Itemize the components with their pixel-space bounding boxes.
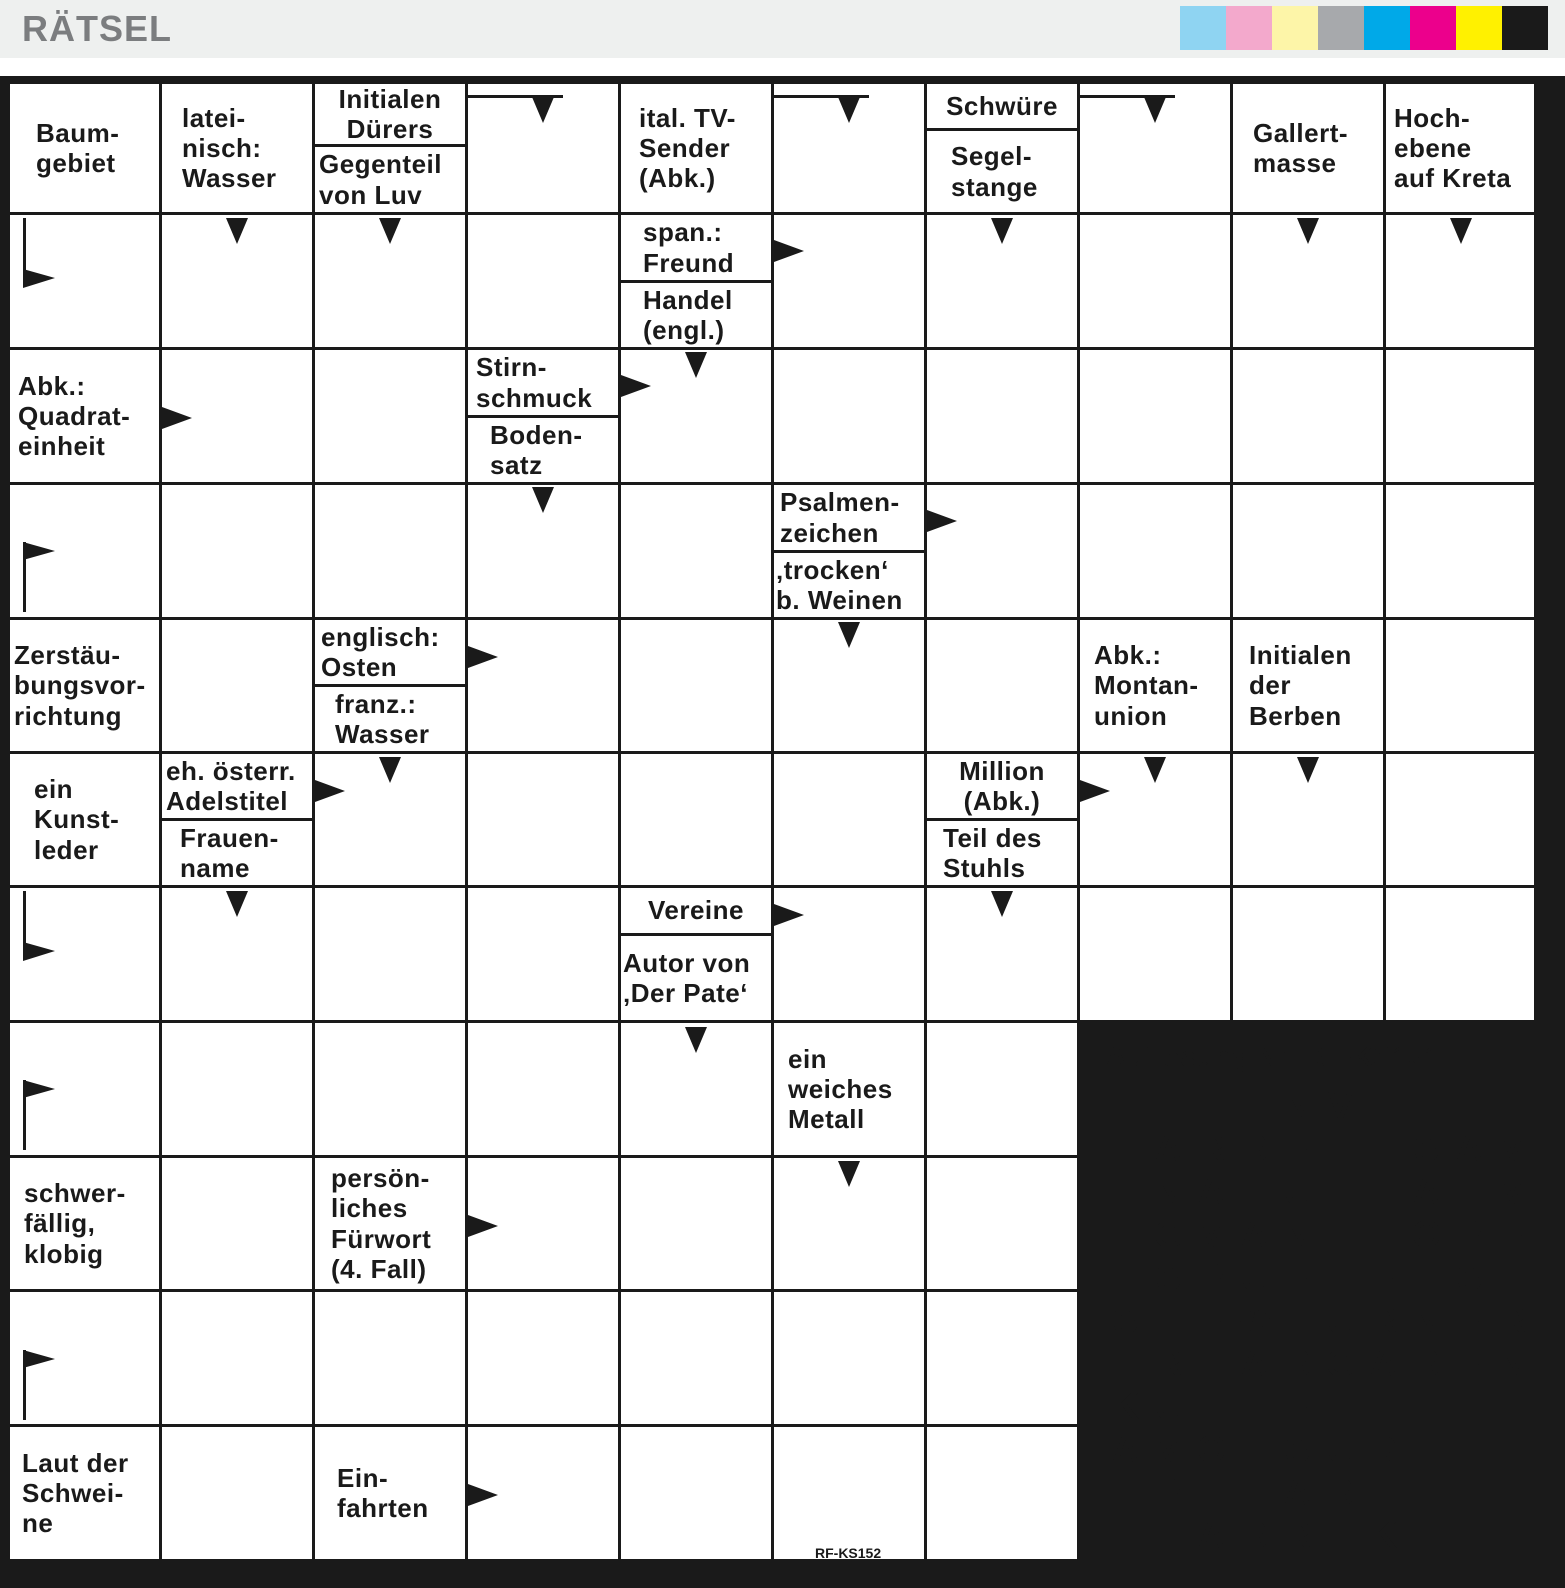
grid-cell[interactable]	[927, 620, 1077, 751]
solution-letter: S	[1112, 1300, 1139, 1342]
solution-block	[1405, 1257, 1448, 1300]
clue-stuhl: Teil des Stuhls	[927, 821, 1077, 885]
solution-letter: T	[1328, 1171, 1353, 1213]
grid-cell[interactable]	[621, 1427, 771, 1559]
solution-block	[1233, 1429, 1276, 1472]
solution-letter: M	[1496, 1128, 1529, 1170]
grid-cell[interactable]	[162, 620, 312, 751]
grid-cell[interactable]	[315, 1023, 465, 1155]
solution-letter: M	[1496, 1171, 1529, 1213]
grid-cell[interactable]	[1386, 754, 1534, 885]
clue-arrow-icon	[1080, 780, 1110, 802]
grid-cell[interactable]	[927, 350, 1077, 482]
solution-row	[1104, 1515, 1534, 1558]
solution-row	[1104, 1343, 1534, 1386]
grid-cell[interactable]	[621, 485, 771, 617]
clue-arrow-icon	[21, 218, 55, 288]
clue-schwerfaellig: schwer- fällig, klobig	[10, 1158, 159, 1289]
solution-letter: A	[1197, 1515, 1226, 1557]
grid-cell[interactable]	[162, 1292, 312, 1424]
clue-arrow-icon	[990, 218, 1014, 244]
grid-cell[interactable]	[774, 1427, 924, 1559]
solution-letter: A	[1154, 1128, 1183, 1170]
grid-cell[interactable]	[774, 1292, 924, 1424]
solution-block	[1104, 1472, 1147, 1515]
solution-letter: D	[1369, 1429, 1398, 1471]
grid-cell[interactable]	[1386, 620, 1534, 751]
solution-letter: N	[1283, 1214, 1312, 1256]
clue-arrow-icon	[684, 1027, 708, 1053]
clue-arrow-icon	[378, 218, 402, 244]
solution-letter: N	[1283, 1085, 1312, 1127]
clue-englisch-osten: englisch: Osten	[315, 620, 465, 684]
solution-letter: H	[1197, 1386, 1226, 1428]
solution-letter: T	[1156, 1300, 1181, 1342]
grid-cell[interactable]	[162, 485, 312, 617]
solution-letter: U	[1326, 1300, 1355, 1342]
clue-einfahrten: Ein- fahrten	[315, 1427, 465, 1559]
solution-block	[1276, 1300, 1319, 1343]
solution-letter: U	[1283, 1171, 1312, 1213]
grid-cell[interactable]	[927, 1158, 1077, 1289]
solution-letter: U	[1154, 1386, 1183, 1428]
grid-cell[interactable]	[315, 888, 465, 1020]
clue-arrow-icon	[225, 218, 249, 244]
solution-letter: M	[1152, 1429, 1185, 1471]
solution-letter: E	[1499, 1214, 1526, 1256]
clue-arrow-icon	[162, 407, 192, 429]
grid-cell[interactable]	[1233, 888, 1383, 1020]
solution-letter: G	[1325, 1343, 1356, 1385]
solution-letter: S	[1456, 1257, 1483, 1299]
solution-block	[1104, 1128, 1147, 1171]
grid-cell[interactable]	[774, 754, 924, 885]
solution-block	[1104, 1343, 1147, 1386]
solution-letter: K	[1369, 1515, 1398, 1557]
solution-block	[1233, 1472, 1276, 1515]
grid-cell[interactable]	[315, 350, 465, 482]
grid-cell[interactable]	[468, 1292, 618, 1424]
solution-letter: I	[1378, 1472, 1389, 1514]
grid-cell[interactable]	[621, 754, 771, 885]
clue-franz-wasser: franz.: Wasser	[315, 687, 465, 751]
grid-cell[interactable]	[468, 620, 618, 751]
color-swatch-4	[1318, 6, 1364, 50]
clue-lateinisch-wasser: latei- nisch: Wasser	[162, 84, 312, 212]
grid-cell[interactable]	[468, 215, 618, 347]
clue-arrow-icon	[990, 891, 1014, 917]
clue-stirnschmuck: Stirn- schmuck	[468, 350, 618, 415]
grid-cell[interactable]	[1080, 888, 1230, 1020]
clue-berben: Initialen der Berben	[1233, 620, 1383, 751]
clue-arrow-icon	[927, 510, 957, 532]
clue-arrow-icon	[1080, 95, 1175, 125]
clue-kunstleder: ein Kunst- leder	[10, 754, 159, 885]
solution-letter: G	[1153, 1214, 1184, 1256]
clue-baumgebiet: Baum- gebiet	[10, 84, 159, 212]
clue-adelstitel: eh. österr. Adelstitel	[162, 754, 312, 818]
solution-letter: M	[1195, 1214, 1228, 1256]
solution-letter: A	[1240, 1343, 1269, 1385]
grid-cell[interactable]	[162, 1158, 312, 1289]
puzzle-code: RF-KS152	[815, 1545, 882, 1561]
clue-span-freund: span.: Freund	[621, 215, 771, 280]
grid-cell[interactable]	[468, 754, 618, 885]
solution-letter: H	[1369, 1214, 1398, 1256]
solution-letter: I	[1335, 1128, 1346, 1170]
clue-arrow-icon	[468, 1484, 498, 1506]
clue-fuerwort: persön- liches Fürwort (4. Fall)	[315, 1158, 465, 1289]
clue-abk-quadrat: Abk.: Quadrat- einheit	[10, 350, 159, 482]
solution-row	[1104, 1128, 1534, 1171]
clue-arrow-icon	[21, 542, 55, 612]
solution-letter: R	[1369, 1300, 1398, 1342]
solution-letter: U	[1240, 1257, 1269, 1299]
solution-title: Auflösung Nr. RF-KS151	[1106, 1041, 1441, 1072]
solution-letter: B	[1283, 1343, 1312, 1385]
solution-letter: V	[1327, 1085, 1354, 1127]
solution-letter: E	[1284, 1128, 1311, 1170]
solution-block	[1448, 1085, 1491, 1128]
clue-vereine: Vereine	[621, 888, 771, 933]
solution-block	[1405, 1085, 1448, 1128]
clue-hochebene: Hoch- ebene auf Kreta	[1386, 84, 1534, 212]
solution-letter: T	[1371, 1128, 1396, 1170]
grid-cell[interactable]	[1233, 350, 1383, 482]
solution-letter: A	[1197, 1171, 1226, 1213]
solution-row	[1104, 1085, 1534, 1128]
solution-block	[1104, 1257, 1147, 1300]
clue-arrow-icon	[531, 487, 555, 513]
solution-letter: P	[1198, 1257, 1225, 1299]
solution-letter: L	[1371, 1386, 1396, 1428]
solution-letter: L	[1242, 1386, 1267, 1428]
solution-block	[1190, 1085, 1233, 1128]
grid-cell[interactable]	[1386, 888, 1534, 1020]
solution-letter: I	[1507, 1085, 1518, 1127]
solution-block	[1190, 1343, 1233, 1386]
grid-cell[interactable]	[1080, 485, 1230, 617]
clue-handel-engl: Handel (engl.)	[621, 283, 771, 347]
solution-letter: S	[1413, 1128, 1440, 1170]
solution-grid	[1104, 1085, 1534, 1558]
solution-letter: B	[1326, 1472, 1355, 1514]
grid-cell[interactable]	[162, 1427, 312, 1559]
grid-cell[interactable]	[927, 1427, 1077, 1559]
color-calibration-bar	[1180, 6, 1548, 50]
clue-arrow-icon	[315, 780, 345, 802]
color-swatch-6	[1410, 6, 1456, 50]
solution-letter: E	[1456, 1343, 1483, 1385]
grid-cell[interactable]	[468, 888, 618, 1020]
clue-segelstange: Segel- stange	[927, 131, 1077, 212]
clue-arrow-icon	[378, 757, 402, 783]
solution-letter: A	[1369, 1343, 1398, 1385]
clue-frauenname: Frauen- name	[162, 821, 312, 885]
clue-arrow-icon	[837, 1161, 861, 1187]
solution-row	[1104, 1429, 1534, 1472]
solution-block	[1362, 1085, 1405, 1128]
clue-initialen-duerers: Initialen Dürers	[315, 84, 465, 144]
clue-million: Million (Abk.)	[927, 754, 1077, 818]
solution-letter: L	[1199, 1472, 1224, 1514]
clue-zerstaeubung: Zerstäu- bungsvor- richtung	[10, 620, 159, 751]
solution-block	[1104, 1515, 1147, 1558]
solution-row	[1104, 1472, 1534, 1515]
clue-arrow-icon	[1449, 218, 1473, 244]
grid-cell[interactable]	[1386, 485, 1534, 617]
grid-cell[interactable]	[315, 1292, 465, 1424]
clue-weiches-metall: ein weiches Metall	[774, 1023, 924, 1155]
clue-arrow-icon	[837, 622, 861, 648]
grid-cell[interactable]	[1386, 350, 1534, 482]
clue-arrow-icon	[774, 904, 804, 926]
page-title: RÄTSEL	[22, 8, 172, 49]
grid-cell[interactable]	[1233, 485, 1383, 617]
grid-cell[interactable]	[927, 1292, 1077, 1424]
color-swatch-1	[1180, 6, 1226, 50]
clue-arrow-icon	[684, 352, 708, 378]
grid-cell[interactable]	[315, 485, 465, 617]
solution-letter: A	[1283, 1472, 1312, 1514]
solution-letter: S	[1284, 1429, 1311, 1471]
solution-letter: R	[1154, 1343, 1183, 1385]
solution-letter: U	[1326, 1429, 1355, 1471]
grid-cell[interactable]	[774, 215, 924, 347]
clue-arrow-icon	[468, 1215, 498, 1237]
clue-arrow-icon	[1296, 757, 1320, 783]
solution-letter: S	[1155, 1257, 1182, 1299]
clue-autor-pate: Autor von ‚Der Pate‘	[621, 936, 771, 1020]
grid-cell[interactable]	[1080, 350, 1230, 482]
clue-trocken: ‚trocken‘ b. Weinen	[774, 553, 924, 617]
solution-letter: I	[1335, 1515, 1346, 1557]
solution-row	[1104, 1214, 1534, 1257]
clue-schwuere: Schwüre	[927, 84, 1077, 128]
solution-row	[1104, 1171, 1534, 1214]
color-swatch-8	[1502, 6, 1548, 50]
solution-letter: L	[1156, 1085, 1181, 1127]
solution-block	[1362, 1171, 1405, 1214]
solution-letter: N	[1412, 1300, 1441, 1342]
clue-arrow-icon	[225, 891, 249, 917]
solution-letter: E	[1284, 1386, 1311, 1428]
solution-letter: P	[1456, 1214, 1483, 1256]
color-swatch-2	[1226, 6, 1272, 50]
solution-letter: R	[1197, 1128, 1226, 1170]
grid-cell[interactable]	[927, 485, 1077, 617]
grid-cell[interactable]	[774, 350, 924, 482]
grid-cell[interactable]	[162, 1023, 312, 1155]
grid-cell[interactable]	[621, 620, 771, 751]
solution-letter: E	[1198, 1300, 1225, 1342]
solution-block	[1491, 1257, 1534, 1300]
clue-arrow-icon	[621, 375, 651, 397]
page-header	[0, 0, 1565, 58]
solution-letter: N	[1154, 1171, 1183, 1213]
grid-cell[interactable]	[1080, 215, 1230, 347]
solution-letter: B	[1412, 1343, 1441, 1385]
solution-panel	[1090, 1035, 1542, 1580]
solution-block	[1104, 1085, 1147, 1128]
solution-letter: K	[1111, 1386, 1140, 1428]
clue-arrow-icon	[21, 1350, 55, 1420]
clue-laut-schweine: Laut der Schwei- ne	[10, 1427, 159, 1559]
color-swatch-3	[1272, 6, 1318, 50]
solution-letter: R	[1498, 1300, 1527, 1342]
solution-block	[1104, 1171, 1147, 1214]
solution-letter: E	[1370, 1257, 1397, 1299]
solution-row	[1104, 1257, 1534, 1300]
solution-letter: B	[1240, 1515, 1269, 1557]
clue-arrow-icon	[774, 240, 804, 262]
clue-arrow-icon	[1143, 757, 1167, 783]
clue-arrow-icon	[774, 95, 869, 125]
solution-letter: E	[1456, 1300, 1483, 1342]
solution-letter: L	[1328, 1257, 1353, 1299]
solution-letter: O	[1196, 1429, 1227, 1471]
grid-cell[interactable]	[927, 1023, 1077, 1155]
solution-letter: N	[1498, 1343, 1527, 1385]
solution-letter: A	[1455, 1128, 1484, 1170]
solution-letter: W	[1236, 1300, 1273, 1342]
clue-gegenteil-luv: Gegenteil von Luv	[315, 147, 465, 212]
solution-block	[1104, 1214, 1147, 1257]
solution-row	[1104, 1386, 1534, 1429]
grid-cell[interactable]	[468, 1023, 618, 1155]
solution-letter: B	[1240, 1128, 1269, 1170]
clue-ital-tv: ital. TV- Sender (Abk.)	[621, 84, 771, 212]
clue-bodensatz: Boden- satz	[468, 418, 618, 482]
solution-letter: F	[1156, 1515, 1181, 1557]
solution-letter: L	[1457, 1171, 1482, 1213]
solution-row	[1104, 1300, 1534, 1343]
grid-cell[interactable]	[621, 1292, 771, 1424]
solution-letter: R	[1283, 1515, 1312, 1557]
clue-montanunion: Abk.: Montan- union	[1080, 620, 1230, 751]
solution-letter: A	[1412, 1171, 1441, 1213]
solution-letter: A	[1240, 1214, 1269, 1256]
solution-letter: O	[1411, 1214, 1442, 1256]
solution-letter: L	[1242, 1171, 1267, 1213]
clue-arrow-icon	[21, 1080, 55, 1150]
clue-psalmenzeichen: Psalmen- zeichen	[774, 485, 924, 550]
solution-block	[1319, 1214, 1362, 1257]
clue-arrow-icon	[1296, 218, 1320, 244]
clue-arrow-icon	[468, 646, 498, 668]
clue-arrow-icon	[21, 891, 55, 961]
color-swatch-5	[1364, 6, 1410, 50]
solution-block	[1233, 1085, 1276, 1128]
grid-cell[interactable]	[621, 1158, 771, 1289]
solution-block	[1319, 1386, 1362, 1429]
solution-letter: A	[1111, 1429, 1140, 1471]
clue-gallertmasse: Gallert- masse	[1233, 84, 1383, 212]
solution-letter: E	[1284, 1257, 1311, 1299]
solution-letter: P	[1155, 1472, 1182, 1514]
clue-arrow-icon	[468, 95, 563, 125]
color-swatch-7	[1456, 6, 1502, 50]
